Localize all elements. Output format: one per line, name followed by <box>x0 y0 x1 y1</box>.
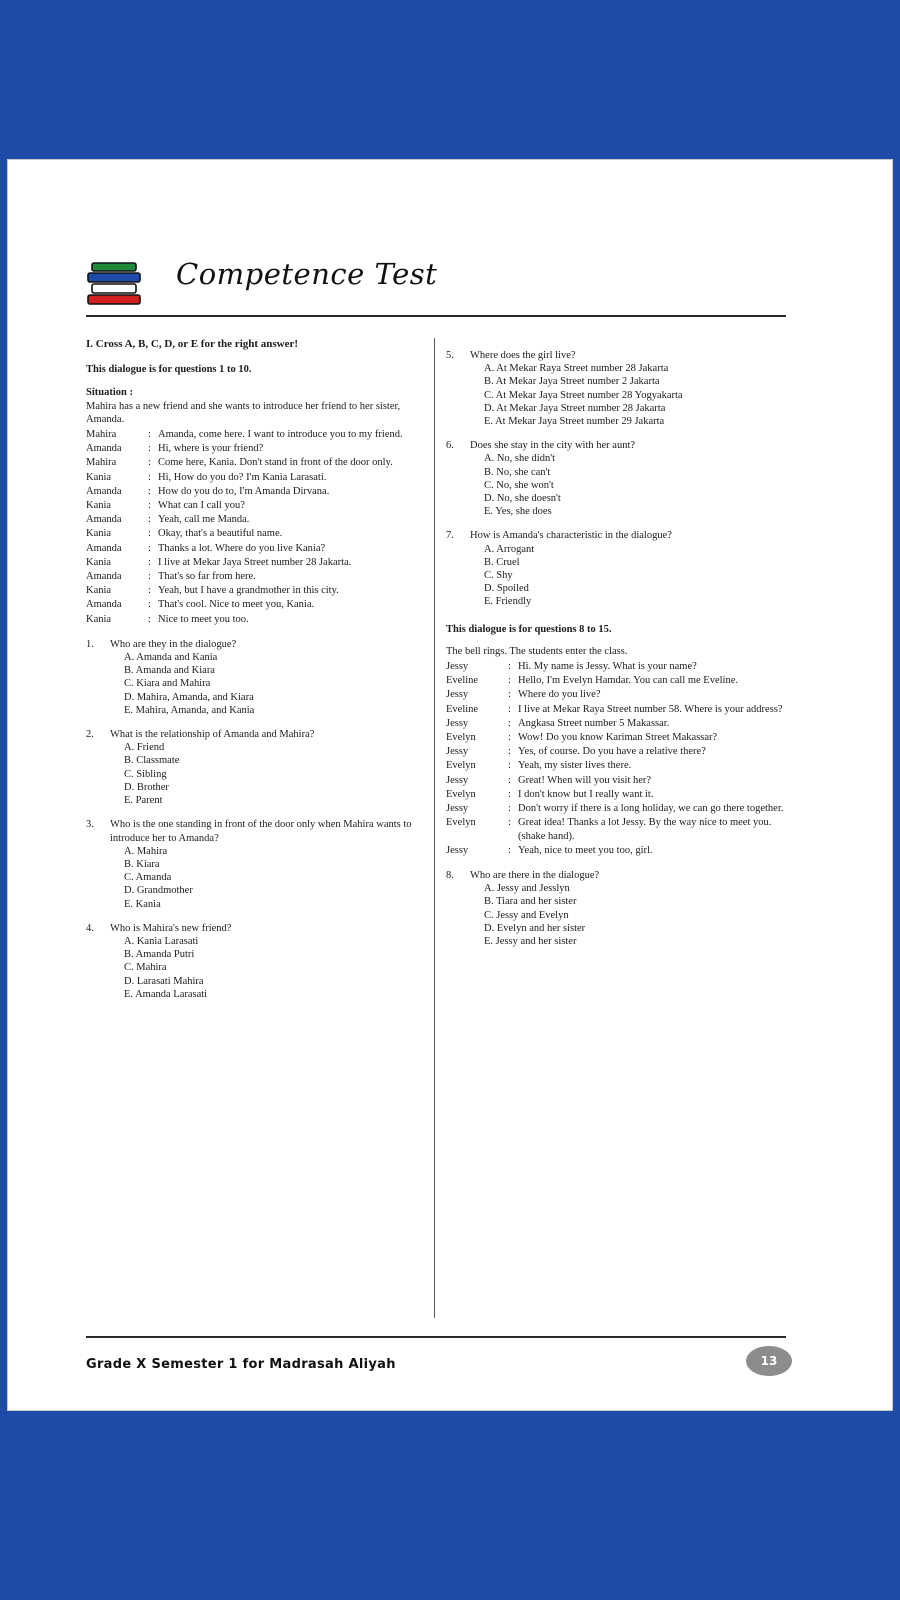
option-item[interactable]: D. Evelyn and her sister <box>484 922 586 934</box>
dialogue-speaker: Kania <box>86 585 112 597</box>
dialogue-utterance: Yeah, call me Manda. <box>158 514 250 526</box>
dialogue-colon: : <box>508 675 511 687</box>
dialogue-colon: : <box>508 661 511 673</box>
question-number: 2. <box>86 729 94 741</box>
dialogue-line <box>86 485 426 499</box>
question-number: 6. <box>446 440 454 452</box>
option-list <box>470 543 786 609</box>
dialogue-speaker: Eveline <box>446 675 479 687</box>
dialogue-line <box>86 471 426 485</box>
dialogue-colon: : <box>508 717 511 729</box>
dialogue-line <box>446 844 786 858</box>
option-item[interactable]: C. Kiara and Mahira <box>124 678 211 690</box>
option-item[interactable]: D. At Mekar Jaya Street number 28 Jakarta <box>484 402 666 414</box>
option-list <box>110 651 426 717</box>
dialogue-speaker: Amanda <box>86 443 122 455</box>
question-text: Where does the girl live? <box>470 350 576 361</box>
stacked-books-icon <box>86 259 146 307</box>
question-item <box>446 349 786 428</box>
dialogue-utterance: Great! When will you visit her? <box>518 774 652 786</box>
dialogue-line <box>446 703 786 717</box>
question-item <box>446 529 786 608</box>
option-item[interactable]: C. Sibling <box>124 768 167 780</box>
dialogue-line <box>86 584 426 598</box>
dialogue-speaker: Mahira <box>86 457 117 469</box>
left-column <box>86 338 426 1001</box>
option-item[interactable]: C. Mahira <box>124 962 167 974</box>
dialogue-line <box>446 731 786 745</box>
dialogue-speaker: Evelyn <box>446 788 476 800</box>
dialogue-line <box>446 774 786 788</box>
dialogue-utterance: I live at Mekar Jaya Street number 28 Jakarta. <box>158 556 352 568</box>
question-number: 4. <box>86 922 94 934</box>
dialogue-speaker: Kania <box>86 556 112 568</box>
question-text: Who are there in the dialogue? <box>470 869 600 881</box>
question-number: 7. <box>446 530 454 542</box>
option-item[interactable]: D. No, she doesn't <box>484 493 561 505</box>
option-item[interactable]: E. Amanda Larasati <box>124 988 208 1000</box>
dialogue-line <box>446 717 786 731</box>
dialogue-utterance: Nice to meet you too. <box>158 613 249 625</box>
dialogue-lead-2: This dialogue is for questions 8 to 15. <box>446 623 612 635</box>
option-item[interactable]: C. No, she won't <box>484 479 554 491</box>
dialogue-colon: : <box>508 746 511 758</box>
dialogue-colon: : <box>508 760 511 772</box>
option-item[interactable]: A. Amanda and Kania <box>124 652 218 664</box>
dialogue-line <box>446 816 786 843</box>
question-number: 8. <box>446 869 454 881</box>
dialogue-utterance: I don't know but I really want it. <box>518 788 654 800</box>
dialogue-utterance: I live at Mekar Raya Street number 58. Where is your address? <box>518 703 783 715</box>
dialogue-utterance: Hi, How do you do? I'm Kania Larasati. <box>158 471 327 483</box>
option-item[interactable]: B. Tiara and her sister <box>484 896 577 908</box>
dialogue-line <box>86 428 426 442</box>
dialogue-colon: : <box>148 585 151 597</box>
dialogue-utterance: What can I call you? <box>158 500 245 512</box>
option-list <box>110 935 426 1001</box>
option-item[interactable]: E. Friendly <box>484 596 532 608</box>
dialogue-utterance: Yes, of course. Do you have a relative there? <box>518 746 706 758</box>
option-item[interactable]: B. Amanda Putri <box>124 949 195 961</box>
dialogue-utterance: Thanks a lot. Where do you live Kania? <box>158 542 326 554</box>
footer-text: Grade X Semester 1 for Madrasah Aliyah <box>86 1357 396 1372</box>
dialogue-line <box>86 442 426 456</box>
option-item[interactable]: A. Arrogant <box>484 543 535 555</box>
dialogue-speaker: Amanda <box>86 571 122 583</box>
option-item[interactable]: D. Mahira, Amanda, and Kiara <box>124 691 254 703</box>
question-number: 1. <box>86 638 94 650</box>
question-number: 5. <box>446 350 454 361</box>
dialogue-utterance: Come here, Kania. Don't stand in front of the door only. <box>158 457 393 469</box>
dialogue-speaker: Jessy <box>446 803 469 815</box>
question-text: How is Amanda's characteristic in the dialogue? <box>470 530 672 542</box>
option-item[interactable]: D. Spoiled <box>484 583 529 595</box>
dialogue-utterance: How do you do to, I'm Amanda Dirvana. <box>158 485 330 497</box>
dialogue-colon: : <box>508 844 511 856</box>
option-item[interactable]: D. Grandmother <box>124 885 193 897</box>
question-text: Who is the one standing in front of the door only when Mahira wants to introduce her to Amanda? <box>110 819 412 844</box>
instruction-text: I. Cross A, B, C, D, or E for the right answer! <box>86 338 299 350</box>
option-item[interactable]: E. At Mekar Jaya Street number 29 Jakarta <box>484 416 665 428</box>
dialogue-speaker: Jessy <box>446 746 469 758</box>
dialogue-colon: : <box>508 689 511 701</box>
dialogue-speaker: Evelyn <box>446 760 476 772</box>
dialogue-speaker: Amanda <box>86 542 122 554</box>
question-item <box>86 818 426 910</box>
dialogue-utterance: Angkasa Street number 5 Makassar. <box>518 717 670 729</box>
dialogue-speaker: Jessy <box>446 717 469 729</box>
question-text: Who is Mahira's new friend? <box>110 922 232 934</box>
question-text: Does she stay in the city with her aunt? <box>470 440 636 452</box>
question-list-left <box>86 638 426 1001</box>
question-item <box>446 439 786 518</box>
dialogue-line <box>446 674 786 688</box>
option-item[interactable]: B. No, she can't <box>484 466 551 478</box>
dialogue-speaker: Kania <box>86 471 112 483</box>
header-divider <box>86 315 786 317</box>
top-band <box>0 0 900 158</box>
dialogue-speaker: Jessy <box>446 774 469 786</box>
option-item[interactable]: A. No, she didn't <box>484 453 556 465</box>
dialogue-line <box>86 613 426 627</box>
dialogue-colon: : <box>148 457 151 469</box>
page-title: Competence Test <box>176 257 438 291</box>
dialogue-utterance: Don't worry if there is a long holiday, we can go there together. <box>518 803 784 815</box>
dialogue-colon: : <box>148 599 151 611</box>
dialogue-line <box>446 759 786 773</box>
option-list <box>110 845 426 911</box>
dialogue-line <box>446 745 786 759</box>
dialogue-speaker: Eveline <box>446 703 479 715</box>
dialogue-utterance: Hi. My name is Jessy. What is your name? <box>518 661 697 673</box>
question-list-right-top <box>446 349 786 609</box>
dialogue-speaker: Kania <box>86 613 112 625</box>
option-item[interactable]: D. Brother <box>124 781 169 793</box>
option-list <box>110 741 426 807</box>
right-column <box>446 338 786 948</box>
option-item[interactable]: E. Mahira, Amanda, and Kania <box>124 704 255 716</box>
dialogue-colon: : <box>508 703 511 715</box>
dialogue-utterance: Great idea! Thanks a lot Jessy. By the way nice to meet you. (shake hand). <box>518 817 772 842</box>
dialogue-speaker: Jessy <box>446 689 469 701</box>
dialogue-utterance: Where do you live? <box>518 689 601 701</box>
dialogue-speaker: Amanda <box>86 599 122 611</box>
option-item[interactable]: C. Amanda <box>124 872 172 884</box>
option-item[interactable]: C. Shy <box>484 570 513 582</box>
dialogue-utterance: Yeah, nice to meet you too, girl. <box>518 844 653 856</box>
dialogue-colon: : <box>148 613 151 625</box>
question-list-right-bottom <box>446 869 786 948</box>
option-item[interactable]: B. Cruel <box>484 556 520 568</box>
situation-label: Situation : <box>86 387 133 399</box>
dialogue-colon: : <box>148 485 151 497</box>
dialogue-colon: : <box>148 443 151 455</box>
situation-text: Mahira has a new friend and she wants to introduce her friend to her sister, Amanda. <box>86 400 401 425</box>
dialogue-utterance: Yeah, but I have a grandmother in this city. <box>158 585 339 597</box>
dialogue-speaker: Evelyn <box>446 732 476 744</box>
dialogue-colon: : <box>508 788 511 800</box>
dialogue-utterance: Wow! Do you know Kariman Street Makassar? <box>518 732 718 744</box>
dialogue-line <box>86 570 426 584</box>
option-item[interactable]: C. Jessy and Evelyn <box>484 909 569 921</box>
option-list <box>470 362 786 428</box>
option-item[interactable]: E. Kania <box>124 898 161 910</box>
option-item[interactable]: E. Yes, she does <box>484 506 552 518</box>
question-item <box>86 638 426 717</box>
dialogue-utterance: Okay, that's a beautiful name. <box>158 528 283 540</box>
dialogue-colon: : <box>508 732 511 744</box>
dialogue-line <box>86 556 426 570</box>
page-number-badge: 13 <box>746 1346 792 1376</box>
page-header <box>86 255 786 315</box>
dialogue-utterance: Amanda, come here. I want to introduce you to my friend. <box>158 429 403 441</box>
dialogue-colon: : <box>148 429 151 441</box>
dialogue-line <box>86 456 426 470</box>
question-number: 3. <box>86 819 94 831</box>
dialogue-line <box>446 802 786 816</box>
dialogue-line <box>86 598 426 612</box>
option-item[interactable]: A. Mahira <box>124 845 168 857</box>
option-item[interactable]: A. At Mekar Raya Street number 28 Jakarta <box>484 363 669 375</box>
footer-divider <box>86 1336 786 1338</box>
option-item[interactable]: A. Jessy and Jesslyn <box>484 883 570 895</box>
option-item[interactable]: C. At Mekar Jaya Street number 28 Yogyakarta <box>484 389 683 401</box>
dialogue-speaker: Jessy <box>446 844 469 856</box>
dialogue-speaker: Evelyn <box>446 817 476 829</box>
dialogue-speaker: Amanda <box>86 514 122 526</box>
question-item <box>446 869 786 948</box>
dialogue-line <box>86 527 426 541</box>
dialogue-table-2 <box>446 660 786 858</box>
dialogue-colon: : <box>508 774 511 786</box>
dialogue-colon: : <box>148 571 151 583</box>
dialogue-line <box>86 513 426 527</box>
dialogue-colon: : <box>148 556 151 568</box>
option-item[interactable]: B. At Mekar Jaya Street number 2 Jakarta <box>484 376 660 388</box>
option-item[interactable]: A. Kania Larasati <box>124 935 199 947</box>
option-item[interactable]: B. Classmate <box>124 755 180 767</box>
dialogue-utterance: That's so far from here. <box>158 571 256 583</box>
question-item <box>86 922 426 1001</box>
option-item[interactable]: A. Friend <box>124 742 165 754</box>
dialogue-colon: : <box>508 817 511 829</box>
dialogue-speaker: Jessy <box>446 661 469 673</box>
question-item <box>86 728 426 807</box>
dialogue-table-1 <box>86 428 426 627</box>
dialogue-utterance: Hello, I'm Evelyn Hamdar. You can call me Eveline. <box>518 675 739 687</box>
question-text: What is the relationship of Amanda and Mahira? <box>110 729 315 741</box>
dialogue-line <box>446 688 786 702</box>
option-list <box>470 452 786 518</box>
question-text: Who are they in the dialogue? <box>110 638 237 650</box>
dialogue-speaker: Kania <box>86 528 112 540</box>
dialogue-colon: : <box>508 803 511 815</box>
option-item[interactable]: D. Larasati Mahira <box>124 975 204 987</box>
dialogue-intro-2: The bell rings. The students enter the class. <box>446 645 628 657</box>
bottom-band <box>0 1410 900 1600</box>
dialogue-speaker: Kania <box>86 500 112 512</box>
option-list <box>470 882 786 948</box>
dialogue-colon: : <box>148 542 151 554</box>
dialogue-colon: : <box>148 500 151 512</box>
dialogue-utterance: Hi, where is your friend? <box>158 443 264 455</box>
dialogue-line <box>446 788 786 802</box>
option-item[interactable]: E. Parent <box>124 795 163 807</box>
option-item[interactable]: B. Kiara <box>124 858 160 870</box>
column-divider <box>434 338 435 1318</box>
dialogue-colon: : <box>148 471 151 483</box>
page-body <box>86 338 786 1328</box>
option-item[interactable]: B. Amanda and Kiara <box>124 665 215 677</box>
dialogue-colon: : <box>148 514 151 526</box>
option-item[interactable]: E. Jessy and her sister <box>484 935 577 947</box>
dialogue-line <box>86 542 426 556</box>
dialogue-line <box>446 660 786 674</box>
dialogue-line <box>86 499 426 513</box>
dialogue-speaker: Amanda <box>86 485 122 497</box>
dialogue-speaker: Mahira <box>86 429 117 441</box>
dialogue-lead-1: This dialogue is for questions 1 to 10. <box>86 364 252 376</box>
dialogue-utterance: That's cool. Nice to meet you, Kania. <box>158 599 315 611</box>
dialogue-utterance: Yeah, my sister lives there. <box>518 760 632 772</box>
dialogue-colon: : <box>148 528 151 540</box>
document-page <box>8 160 892 1410</box>
